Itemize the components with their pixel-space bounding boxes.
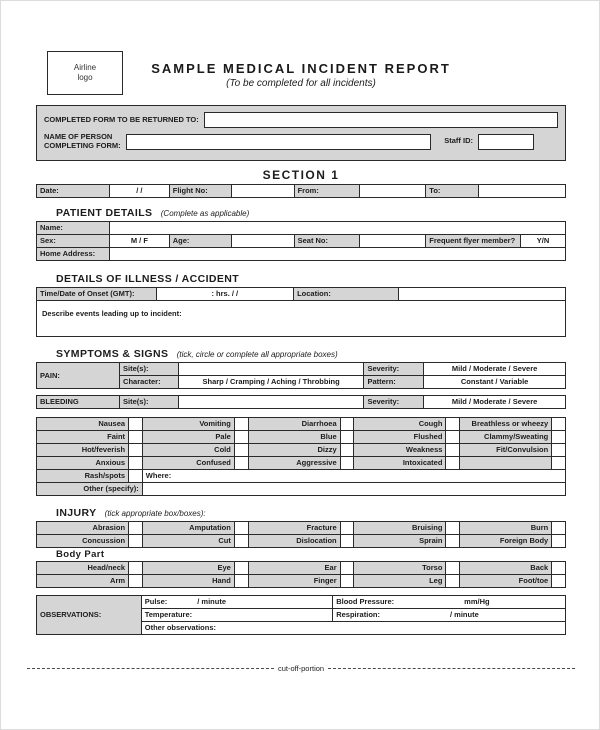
blood-pressure-input[interactable] bbox=[333, 596, 566, 609]
symptom-label: Fit/Convulsion bbox=[460, 444, 552, 457]
symptom-label: Confused bbox=[142, 457, 234, 470]
seat-no-label: Seat No: bbox=[294, 235, 359, 248]
symptom-checkbox[interactable] bbox=[446, 431, 460, 444]
to-input[interactable] bbox=[479, 185, 566, 198]
body-part-label: Finger bbox=[248, 575, 340, 588]
flight-no-label: Flight No: bbox=[169, 185, 231, 198]
location-label: Location: bbox=[294, 288, 399, 301]
returned-to-input[interactable] bbox=[204, 112, 558, 128]
symptom-label: Cold bbox=[142, 444, 234, 457]
symptom-row bbox=[37, 444, 566, 457]
rash-row bbox=[37, 470, 566, 483]
symptom-checkbox[interactable] bbox=[446, 457, 460, 470]
flight-no-input[interactable] bbox=[231, 185, 294, 198]
page-subtitle: (To be completed for all incidents) bbox=[226, 78, 376, 89]
other-specify-input[interactable] bbox=[142, 483, 565, 496]
logo-text-line1: Airline bbox=[73, 63, 97, 72]
injury-checkbox[interactable] bbox=[446, 535, 460, 548]
body-part-checkbox[interactable] bbox=[234, 575, 248, 588]
patient-name-label: Name: bbox=[37, 222, 110, 235]
injury-label: Burn bbox=[460, 522, 552, 535]
patient-name-input[interactable] bbox=[110, 222, 566, 235]
symptoms-grid-table bbox=[36, 417, 566, 496]
body-part-label: Foot/toe bbox=[460, 575, 552, 588]
home-address-input[interactable] bbox=[110, 248, 566, 261]
symptom-row bbox=[37, 457, 566, 470]
bleeding-sites-input[interactable] bbox=[178, 396, 364, 409]
from-input[interactable] bbox=[359, 185, 426, 198]
symptom-label: Blue bbox=[248, 431, 340, 444]
staff-id-input[interactable] bbox=[478, 134, 534, 150]
injury-label: Foreign Body bbox=[460, 535, 552, 548]
staff-id-label: Staff ID: bbox=[444, 136, 473, 146]
body-part-row bbox=[37, 562, 566, 575]
observations-table bbox=[36, 595, 566, 635]
pulse-label: Pulse: bbox=[144, 597, 168, 606]
bleeding-severity-label: Severity: bbox=[364, 396, 424, 409]
cutoff-dash-right bbox=[328, 668, 575, 669]
pain-severity-label: Severity: bbox=[364, 363, 424, 376]
symptom-checkbox[interactable] bbox=[129, 431, 143, 444]
pulse-unit: / minute bbox=[197, 597, 227, 606]
rash-where-input[interactable] bbox=[142, 470, 565, 483]
injury-label: Dislocation bbox=[248, 535, 340, 548]
injury-grid-table bbox=[36, 521, 566, 548]
returned-to-label: COMPLETED FORM TO BE RETURNED TO: bbox=[44, 114, 199, 124]
symptom-label: Pale bbox=[142, 431, 234, 444]
date-label: Date: bbox=[37, 185, 110, 198]
symptom-label: Intoxicated bbox=[354, 457, 446, 470]
injury-label: Sprain bbox=[354, 535, 446, 548]
symptom-checkbox[interactable] bbox=[234, 418, 248, 431]
body-part-label: Torso bbox=[354, 562, 446, 575]
body-part-checkbox[interactable] bbox=[129, 562, 143, 575]
observations-label: OBSERVATIONS: bbox=[37, 596, 142, 635]
respiration-input[interactable] bbox=[333, 609, 566, 622]
symptom-checkbox[interactable] bbox=[234, 444, 248, 457]
injury-label: Amputation bbox=[142, 522, 234, 535]
symptom-label: Faint bbox=[37, 431, 129, 444]
body-part-checkbox[interactable] bbox=[129, 575, 143, 588]
symptom-checkbox[interactable] bbox=[552, 431, 566, 444]
body-part-grid-table bbox=[36, 561, 566, 588]
symptom-checkbox[interactable] bbox=[552, 418, 566, 431]
symptom-checkbox[interactable] bbox=[340, 431, 354, 444]
symptom-label: Hot/feverish bbox=[37, 444, 129, 457]
injury-checkbox[interactable] bbox=[446, 522, 460, 535]
body-part-checkbox[interactable] bbox=[446, 562, 460, 575]
symptom-checkbox[interactable] bbox=[129, 418, 143, 431]
sex-options[interactable]: M / F bbox=[110, 235, 170, 248]
pain-severity-options[interactable]: Mild / Moderate / Severe bbox=[424, 363, 566, 376]
injury-label: Concussion bbox=[37, 535, 129, 548]
bleeding-label: BLEEDING bbox=[37, 396, 120, 409]
bleeding-sites-label: Site(s): bbox=[120, 396, 179, 409]
symptom-checkbox[interactable] bbox=[340, 444, 354, 457]
pulse-input[interactable] bbox=[141, 596, 332, 609]
other-observations-input[interactable] bbox=[141, 622, 565, 635]
illness-details-heading: DETAILS OF ILLNESS / ACCIDENT bbox=[56, 273, 240, 285]
body-part-label: Ear bbox=[248, 562, 340, 575]
cutoff-dash-left bbox=[27, 668, 274, 669]
symptom-label: Aggressive bbox=[248, 457, 340, 470]
injury-note: (tick appropriate box/boxes): bbox=[104, 509, 206, 518]
symptom-checkbox[interactable] bbox=[552, 457, 566, 470]
cutoff-divider bbox=[27, 664, 575, 673]
seat-no-input[interactable] bbox=[359, 235, 426, 248]
to-label: To: bbox=[426, 185, 479, 198]
symptom-checkbox[interactable] bbox=[552, 444, 566, 457]
symptom-checkbox[interactable] bbox=[234, 431, 248, 444]
body-part-label: Leg bbox=[354, 575, 446, 588]
temperature-label: Temperature: bbox=[144, 610, 193, 619]
flight-info-table bbox=[36, 184, 566, 198]
symptom-checkbox[interactable] bbox=[129, 457, 143, 470]
respiration-label: Respiration: bbox=[336, 610, 380, 619]
symptom-checkbox[interactable] bbox=[446, 418, 460, 431]
date-input[interactable]: / / bbox=[110, 185, 170, 198]
symptom-checkbox[interactable] bbox=[340, 457, 354, 470]
injury-row bbox=[37, 522, 566, 535]
symptom-row bbox=[37, 431, 566, 444]
body-part-label: Arm bbox=[37, 575, 129, 588]
other-observations-label: Other observations: bbox=[144, 623, 216, 632]
symptom-label: Diarrhoea bbox=[248, 418, 340, 431]
body-part-checkbox[interactable] bbox=[340, 562, 354, 575]
injury-checkbox[interactable] bbox=[340, 535, 354, 548]
airline-logo bbox=[47, 51, 123, 95]
name-of-person-input[interactable] bbox=[126, 134, 432, 150]
other-symptom-row bbox=[37, 483, 566, 496]
injury-checkbox[interactable] bbox=[552, 535, 566, 548]
symptom-label: Flushed bbox=[354, 431, 446, 444]
injury-checkbox[interactable] bbox=[234, 522, 248, 535]
patient-details-heading: PATIENT DETAILS (Complete as applicable) bbox=[56, 207, 250, 219]
bleeding-table bbox=[36, 395, 566, 409]
onset-table bbox=[36, 287, 566, 301]
symptom-checkbox[interactable] bbox=[446, 444, 460, 457]
symptom-label bbox=[460, 457, 552, 470]
pain-sites-label: Site(s): bbox=[120, 363, 179, 376]
body-part-checkbox[interactable] bbox=[552, 575, 566, 588]
injury-checkbox[interactable] bbox=[129, 522, 143, 535]
temperature-input[interactable] bbox=[141, 609, 332, 622]
symptom-checkbox[interactable] bbox=[129, 444, 143, 457]
pain-table bbox=[36, 362, 566, 389]
injury-checkbox[interactable] bbox=[552, 522, 566, 535]
symptom-label: Nausea bbox=[37, 418, 129, 431]
location-input[interactable] bbox=[398, 288, 565, 301]
injury-label: Bruising bbox=[354, 522, 446, 535]
body-part-checkbox[interactable] bbox=[340, 575, 354, 588]
page-title: SAMPLE MEDICAL INCIDENT REPORT bbox=[151, 61, 451, 76]
rash-where-label: Where: bbox=[145, 471, 172, 480]
frequent-flyer-options[interactable]: Y/N bbox=[520, 235, 565, 248]
respiration-unit: / minute bbox=[449, 610, 479, 619]
symptom-label: Cough bbox=[354, 418, 446, 431]
symptom-label: Breathless or wheezy bbox=[460, 418, 552, 431]
body-part-label: Hand bbox=[142, 575, 234, 588]
age-label: Age: bbox=[169, 235, 231, 248]
section1-heading: SECTION 1 bbox=[262, 168, 340, 182]
sex-label: Sex: bbox=[37, 235, 110, 248]
describe-events-label: Describe events leading up to incident: bbox=[42, 309, 182, 318]
body-part-row bbox=[37, 575, 566, 588]
symptoms-note: (tick, circle or complete all appropriate boxes) bbox=[176, 350, 338, 359]
injury-heading: INJURY (tick appropriate box/boxes): bbox=[56, 507, 206, 519]
name-of-person-label: NAME OF PERSON COMPLETING FORM: bbox=[44, 132, 121, 150]
frequent-flyer-label: Frequent flyer member? bbox=[426, 235, 521, 248]
injury-row bbox=[37, 535, 566, 548]
symptom-label: Clammy/Sweating bbox=[460, 431, 552, 444]
symptom-row bbox=[37, 418, 566, 431]
pain-label: PAIN: bbox=[37, 363, 120, 389]
symptom-label: Vomiting bbox=[142, 418, 234, 431]
pain-sites-input[interactable] bbox=[178, 363, 364, 376]
rash-spots-label: Rash/spots bbox=[37, 470, 129, 483]
cutoff-label: cut-off-portion bbox=[277, 664, 325, 673]
blood-pressure-label: Blood Pressure: bbox=[336, 597, 395, 606]
blood-pressure-unit: mm/Hg bbox=[464, 597, 490, 606]
injury-checkbox[interactable] bbox=[234, 535, 248, 548]
injury-checkbox[interactable] bbox=[129, 535, 143, 548]
symptom-label: Dizzy bbox=[248, 444, 340, 457]
injury-label: Abrasion bbox=[37, 522, 129, 535]
body-part-checkbox[interactable] bbox=[446, 575, 460, 588]
logo-text-line2: logo bbox=[77, 73, 93, 82]
injury-checkbox[interactable] bbox=[340, 522, 354, 535]
symptom-checkbox[interactable] bbox=[129, 470, 143, 483]
pain-pattern-options[interactable]: Constant / Variable bbox=[424, 376, 566, 389]
body-part-label: Head/neck bbox=[37, 562, 129, 575]
pain-pattern-label: Pattern: bbox=[364, 376, 424, 389]
body-part-checkbox[interactable] bbox=[234, 562, 248, 575]
symptom-label: Weakness bbox=[354, 444, 446, 457]
onset-input[interactable]: : hrs. / / bbox=[156, 288, 294, 301]
patient-details-note: (Complete as applicable) bbox=[160, 209, 250, 218]
age-input[interactable] bbox=[231, 235, 294, 248]
onset-label: Time/Date of Onset (GMT): bbox=[37, 288, 157, 301]
injury-label: Fracture bbox=[248, 522, 340, 535]
pain-character-options[interactable]: Sharp / Cramping / Aching / Throbbing bbox=[178, 376, 364, 389]
patient-details-table bbox=[36, 221, 566, 261]
symptom-checkbox[interactable] bbox=[340, 418, 354, 431]
symptom-label: Anxious bbox=[37, 457, 129, 470]
body-part-checkbox[interactable] bbox=[552, 562, 566, 575]
symptoms-heading: SYMPTOMS & SIGNS (tick, circle or complete all appropriate boxes) bbox=[56, 348, 338, 360]
symptom-checkbox[interactable] bbox=[234, 457, 248, 470]
body-part-label: Back bbox=[460, 562, 552, 575]
other-specify-label: Other (specify): bbox=[37, 483, 143, 496]
form-header bbox=[36, 51, 566, 97]
from-label: From: bbox=[294, 185, 359, 198]
body-part-label: Eye bbox=[142, 562, 234, 575]
body-part-heading: Body Part bbox=[56, 549, 105, 560]
pain-character-label: Character: bbox=[120, 376, 179, 389]
bleeding-severity-options[interactable]: Mild / Moderate / Severe bbox=[424, 396, 566, 409]
home-address-label: Home Address: bbox=[37, 248, 110, 261]
describe-events-input[interactable] bbox=[36, 301, 566, 337]
return-to-box bbox=[36, 105, 566, 161]
injury-label: Cut bbox=[142, 535, 234, 548]
